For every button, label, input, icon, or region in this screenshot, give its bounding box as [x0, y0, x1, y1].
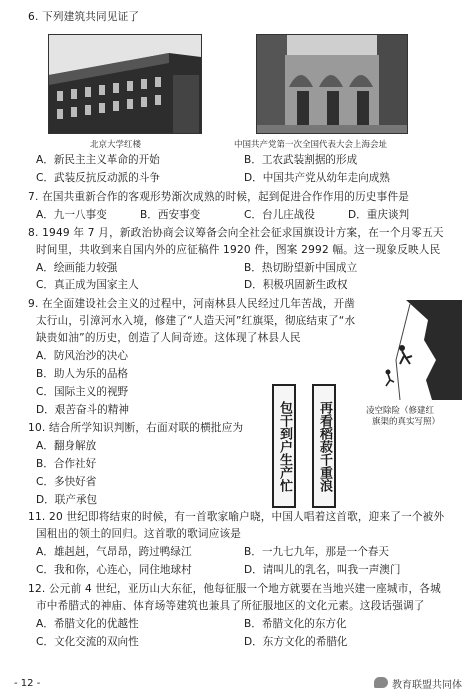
q9-option-c: C．国际主义的视野: [36, 386, 129, 398]
q8-stem-line-1: 8. 1949 年 7 月，新政治协商会议筹备会向全社会征求国旗设计方案，在一个月零五天: [28, 227, 444, 239]
peking-university-red-building-photo: [48, 34, 202, 134]
q9-option-d: D．艰苦奋斗的精神: [36, 404, 129, 416]
couplet-right-text: 再看稻菽千重浪: [317, 400, 332, 492]
q6-option-d: D．中国共产党从幼年走向成熟: [244, 172, 390, 184]
q9-image-caption-line-2: 旗渠的真实写照）: [372, 417, 441, 427]
q8-option-c: C．真正成为国家主人: [36, 279, 139, 291]
couplet-right-scroll: [312, 384, 336, 508]
q9-stem-line-3: 缺贵如油”的历史，创造了人间奇迹。这体现了林县人民: [36, 332, 301, 344]
couplet-left-text: 包干到户生产忙: [277, 400, 292, 492]
wechat-chat-icon: [374, 677, 388, 688]
q12-option-b: B．希腊文化的东方化: [244, 618, 347, 630]
q8-option-b: B．热切盼望新中国成立: [244, 262, 358, 274]
first-cpc-congress-site-photo: [256, 34, 408, 134]
q11-stem-line-1: 11. 20 世纪即将结束的时候，有一首歌家喻户晓，中国人唱着这首歌，迎来了一个被外: [28, 511, 445, 523]
q10-option-b: B．合作社好: [36, 458, 97, 470]
q9-option-a: A．防风治沙的决心: [36, 350, 128, 362]
q6-option-a: A．新民主主义革命的开始: [36, 154, 160, 166]
q7-option-b: B．西安事变: [140, 209, 201, 221]
q7-stem: 7. 在国共重新合作的客观形势渐次成熟的时候，起到促进合作作用的历史事件是: [28, 191, 410, 203]
q6-caption-right: 中国共产党第一次全国代表大会上海会址: [234, 140, 388, 150]
q8-option-a: A．绘画能力较强: [36, 262, 118, 274]
q11-option-a: A．雄赳赳，气昂昂，跨过鸭绿江: [36, 546, 192, 558]
q6-option-c: C．武装反抗反动派的斗争: [36, 172, 160, 184]
cliff-drawing: [366, 300, 462, 400]
q10-option-a: A．翻身解放: [36, 440, 97, 452]
q11-stem-line-2: 国租出的领土的回归。这首歌的歌词应该是: [36, 528, 242, 540]
q8-option-d: D．积极巩固新生政权: [244, 279, 348, 291]
q12-option-a: A．希腊文化的优越性: [36, 618, 139, 630]
q6-option-b: B．工农武装割据的形成: [244, 154, 358, 166]
q6-caption-left: 北京大学红楼: [90, 140, 142, 150]
q8-stem-line-2: 时间里，共收到来自国内外的应征稿件 1920 件，图案 2992 幅。这一现象反映人民: [36, 244, 441, 256]
q9-stem-line-2: 太行山，引漳河水入境，修建了“人造天河”红旗渠，彻底结束了“水: [36, 315, 356, 327]
q12-option-c: C．文化交流的双向性: [36, 636, 139, 648]
q9-stem-line-1: 9. 在全面建设社会主义的过程中，河南林县人民经过几年苦战，开凿: [28, 298, 356, 310]
page-number: - 12 -: [14, 678, 41, 689]
q10-option-c: C．多快好省: [36, 476, 97, 488]
q12-option-d: D．东方文化的希腊化: [244, 636, 348, 648]
cliff-climbing-workers-illustration: [366, 300, 462, 400]
q10-stem: 10. 结合所学知识判断，右面对联的横批应为: [28, 422, 244, 434]
q11-option-b: B．一九七九年，那是一个春天: [244, 546, 389, 558]
q12-stem-line-1: 12. 公元前 4 世纪，亚历山大东征，他每征服一个地方就要在当地兴建一座城市，各城: [28, 583, 441, 595]
q11-option-d: D．请叫儿的乳名，叫我一声澳门: [244, 564, 401, 576]
q7-option-a: A．九一八事变: [36, 209, 107, 221]
q10-option-d: D．联产承包: [36, 494, 98, 506]
q7-option-c: C．台儿庄战役: [244, 209, 315, 221]
q11-option-c: C．我和你，心连心，同住地球村: [36, 564, 192, 576]
couplet-left-scroll: [272, 384, 296, 508]
q7-option-d: D．重庆谈判: [348, 209, 410, 221]
q6-stem: 6. 下列建筑共同见证了: [28, 11, 140, 23]
q12-stem-line-2: 市中希腊式的神庙、体育场等建筑也兼具了所征服地区的文化元素。这段话强调了: [36, 600, 425, 612]
q9-image-caption-line-1: 凌空除险（修建红: [366, 406, 435, 416]
congress-site-drawing: [257, 35, 407, 133]
q9-option-b: B．助人为乐的品格: [36, 368, 129, 380]
watermark-text: 教育联盟共同体: [392, 680, 462, 691]
red-building-drawing: [49, 35, 201, 133]
